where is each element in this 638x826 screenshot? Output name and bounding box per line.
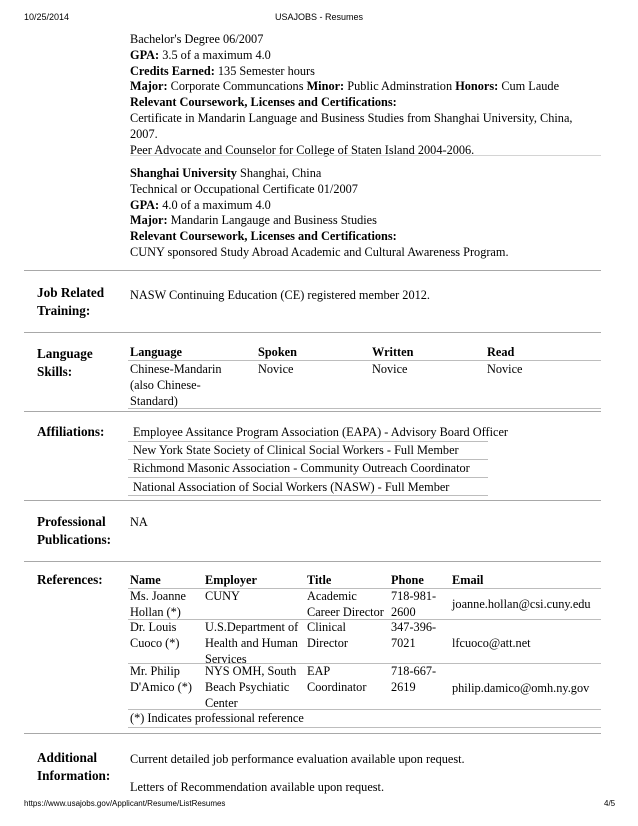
affiliation-item: Employee Assitance Program Association (EAPA) - Advisory Board Officer bbox=[133, 425, 508, 439]
ref-phone: 347-396- 7021 bbox=[391, 620, 437, 650]
ref-email: philip.damico@omh.ny.gov bbox=[452, 681, 590, 695]
ref-row-divider bbox=[128, 727, 601, 728]
ref-header-title: Title bbox=[307, 573, 332, 587]
language-read: Novice bbox=[487, 362, 523, 376]
education-divider bbox=[130, 155, 601, 156]
affiliation-item: Richmond Masonic Association - Community Outreach Coordinator bbox=[133, 461, 470, 475]
affiliations-label: Affiliations: bbox=[37, 424, 105, 439]
language-label: Language Skills: bbox=[37, 346, 93, 379]
coursework-label: Relevant Coursework, Licenses and Certifications: bbox=[130, 229, 397, 244]
ref-employer: CUNY bbox=[205, 589, 240, 603]
ref-email: lfcuoco@att.net bbox=[452, 636, 531, 650]
ref-header-employer: Employer bbox=[205, 573, 257, 587]
training-text: NASW Continuing Education (CE) registered member 2012. bbox=[130, 288, 430, 302]
ref-employer: U.S.Department of Health and Human Services bbox=[205, 620, 299, 666]
affiliation-divider bbox=[128, 495, 488, 496]
publications-label: Professional Publications: bbox=[37, 514, 112, 547]
section-divider bbox=[24, 500, 601, 501]
ref-phone: 718-667- 2619 bbox=[391, 664, 437, 694]
print-url: https://www.usajobs.gov/Applicant/Resume/ListResumes bbox=[24, 799, 226, 808]
ref-name: Mr. Philip D'Amico (*) bbox=[130, 664, 192, 694]
ref-header-email: Email bbox=[452, 573, 484, 587]
affiliation-divider bbox=[128, 477, 488, 478]
print-title: USAJOBS - Resumes bbox=[274, 12, 364, 22]
education-entry-shanghai bbox=[130, 166, 600, 261]
major-line: Major: Corporate Communcations Minor: Public Adminstration Honors: Cum Laude bbox=[130, 79, 560, 94]
coursework-text: Certificate in Mandarin Language and Business Studies from Shanghai University, China, 2007. bbox=[130, 110, 573, 141]
page-number: 4/5 bbox=[604, 799, 616, 808]
ref-phone: 718-981- 2600 bbox=[391, 589, 437, 619]
language-header-language: Language bbox=[130, 345, 182, 359]
section-divider bbox=[24, 411, 601, 412]
language-name: Chinese-Mandarin (also Chinese- Standard) bbox=[130, 362, 222, 408]
ref-name: Dr. Louis Cuoco (*) bbox=[130, 620, 180, 650]
training-label: Job Related Training: bbox=[37, 285, 105, 318]
additional-line: Letters of Recommendation available upon request. bbox=[130, 780, 385, 794]
section-divider bbox=[24, 332, 601, 333]
ref-title: Clinical Director bbox=[307, 620, 348, 650]
ref-title: Academic Career Director bbox=[307, 589, 384, 619]
language-header-spoken: Spoken bbox=[258, 345, 297, 359]
ref-employer: NYS OMH, South Beach Psychiatic Center bbox=[205, 664, 297, 710]
language-written: Novice bbox=[372, 362, 408, 376]
ref-header-phone: Phone bbox=[391, 573, 424, 587]
coursework-text-2: Peer Advocate and Counselor for College of Staten Island 2004-2006. bbox=[130, 142, 475, 157]
section-divider bbox=[24, 733, 601, 734]
coursework-label: Relevant Coursework, Licenses and Certifications: bbox=[130, 95, 397, 110]
school-line: Shanghai University Shanghai, China bbox=[130, 166, 322, 180]
section-divider bbox=[24, 561, 601, 562]
gpa-line: GPA: 3.5 of a maximum 4.0 bbox=[130, 47, 271, 62]
language-header-written: Written bbox=[372, 345, 414, 359]
language-header-read: Read bbox=[487, 345, 515, 359]
references-label: References: bbox=[37, 572, 103, 587]
affiliation-item: New York State Society of Clinical Social Workers - Full Member bbox=[133, 443, 459, 457]
print-date: 10/25/2014 bbox=[24, 12, 70, 22]
publications-text: NA bbox=[130, 515, 148, 529]
gpa-line: GPA: 4.0 of a maximum 4.0 bbox=[130, 197, 271, 212]
additional-line: Current detailed job performance evaluation available upon request. bbox=[130, 752, 465, 766]
affiliation-item: National Association of Social Workers (NASW) - Full Member bbox=[133, 480, 450, 494]
ref-email: joanne.hollan@csi.cuny.edu bbox=[452, 597, 591, 611]
education-entry-bachelors bbox=[130, 32, 600, 158]
degree-line: Technical or Occupational Certificate 01/2007 bbox=[130, 181, 358, 196]
degree-line: Bachelor's Degree 06/2007 bbox=[130, 32, 264, 46]
ref-title: EAP Coordinator bbox=[307, 664, 367, 694]
credits-line: Credits Earned: 135 Semester hours bbox=[130, 63, 315, 78]
ref-note: (*) Indicates professional reference bbox=[130, 711, 304, 725]
major-line: Major: Mandarin Langauge and Business Studies bbox=[130, 213, 377, 228]
ref-header-name: Name bbox=[130, 573, 161, 587]
coursework-text: CUNY sponsored Study Abroad Academic and Cultural Awareness Program. bbox=[130, 244, 509, 259]
additional-label: Additional Information: bbox=[37, 750, 111, 783]
language-spoken: Novice bbox=[258, 362, 294, 376]
language-row-divider bbox=[128, 408, 601, 409]
ref-row-divider bbox=[128, 619, 601, 620]
ref-name: Ms. Joanne Hollan (*) bbox=[130, 589, 187, 619]
section-divider bbox=[24, 270, 601, 271]
